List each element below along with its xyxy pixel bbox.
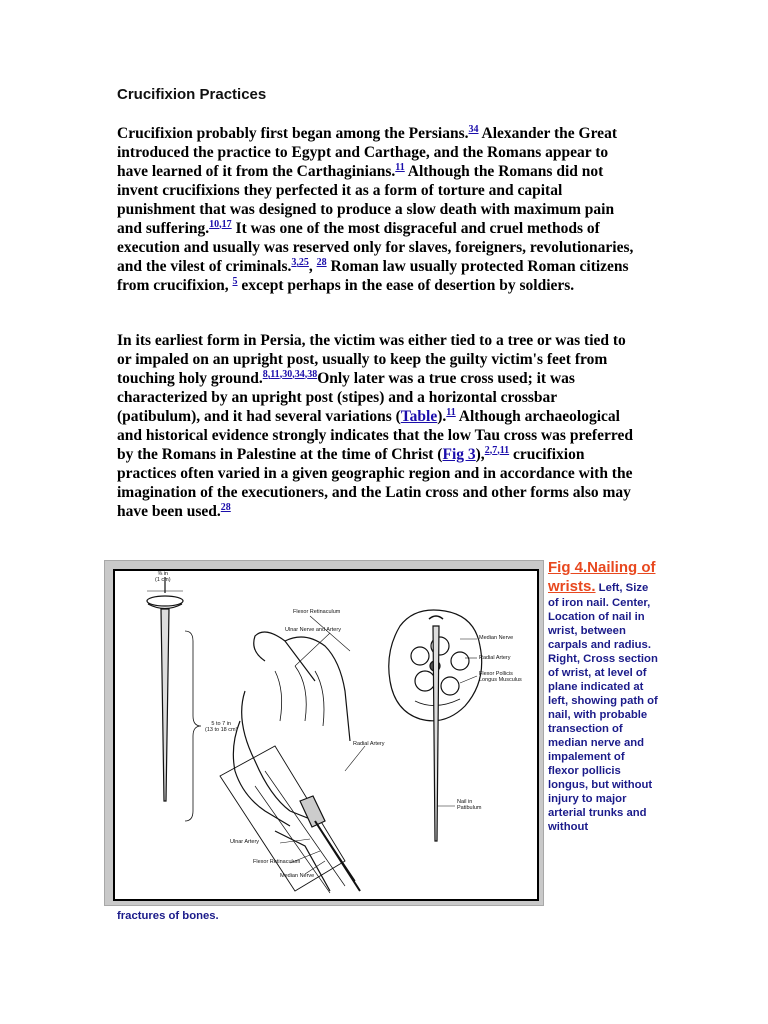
nail-shank (161, 609, 169, 801)
text: Only later was a true cross used; it was characterized by an upright post (stipes) and a horizontal crossbar (patibulum), and it had several variations ( (117, 370, 575, 425)
text: Although archaeological and historical evidence strongly indicates that the low Tau cross was preferred by the Romans in Palestine at the time of Christ ( (117, 408, 633, 463)
text: It was one of the most disgraceful and cruel methods of execution and usually was reserved only for slaves, foreigners, revolutionaries, and the vilest of criminals. (117, 220, 634, 275)
table-link[interactable]: Table (400, 408, 438, 425)
reference-link[interactable]: 28 (316, 256, 327, 268)
fig3-link[interactable]: Fig 3 (442, 446, 476, 463)
ref-separator: , (308, 258, 317, 275)
label-nail-length: 5 to 7 in (13 to 18 cm) (205, 721, 238, 733)
text: Crucifixion probably first began among the Persians. (117, 125, 469, 142)
reference-link[interactable]: 30 (282, 368, 293, 380)
text: crucifixion practices often varied in a given geographic region and in accordance with the imagination of the executioners, and the Latin cross and other forms also may have been used. (117, 446, 633, 520)
nail-in-wrist (300, 796, 325, 827)
label-flexor-pollicis: Flexor Pollicis Longus Musculus (479, 671, 522, 683)
reference-link[interactable]: 10 (209, 218, 220, 230)
figure-caption (548, 558, 658, 834)
reference-link[interactable]: 34 (468, 123, 479, 135)
reference-link[interactable]: 38 (307, 368, 318, 380)
caption-title: Fig 4.Nailing of wrists. (548, 559, 656, 595)
label-nail-in-patibulum: Nail in Patibulum (457, 799, 482, 811)
reference-link[interactable]: 8 (262, 368, 268, 380)
reference-link[interactable]: 11 (446, 406, 456, 418)
reference-link[interactable]: 28 (220, 501, 231, 513)
text: ). (437, 408, 447, 425)
text: Roman law usually protected Roman citizens from crucifixion, (117, 258, 629, 294)
nail-through-section (433, 626, 439, 841)
label-flexor-retinaculum-top: Flexor Retinaculum (293, 609, 341, 615)
paragraph-origins (117, 124, 637, 295)
caption-tail: fractures of bones. (117, 910, 219, 922)
nail-head (147, 596, 183, 606)
reference-link[interactable]: 2 (484, 444, 490, 456)
reference-link[interactable]: 7 (492, 444, 498, 456)
label-ulnar-artery: Ulnar Artery (230, 839, 260, 845)
reference-link[interactable]: 34 (294, 368, 305, 380)
ref-separator: , (296, 256, 299, 268)
reference-link[interactable]: 3 (291, 256, 297, 268)
reference-link[interactable]: 5 (232, 275, 238, 287)
caption-text: Left, Size of iron nail. Center, Location of nail in wrist, between carpals and radius. Right, Cross section of wrist, at level of plane indicated at left, showing path of nail, with probable transection of median nerve and impalement of flexor pollicis longus, but without injury to major arterial trunks and without (548, 582, 658, 833)
reference-link[interactable]: 11 (499, 444, 510, 456)
hand-fingers (285, 637, 350, 741)
hand-thumb (254, 632, 315, 681)
ref-separator: , (489, 444, 493, 456)
text: In its earliest form in Persia, the victim was either tied to a tree or was tied to or impaled on an upright post, usually to keep the guilty victim's feet from touching holy ground. (117, 332, 626, 387)
label-nail-width: ⅜ in (1 cm) (155, 571, 171, 583)
wrist-nailing-illustration (113, 569, 539, 901)
reference-link[interactable]: 25 (298, 256, 309, 268)
size-brace (185, 631, 201, 821)
label-flexor-retinaculum-bottom: Flexor Retinaculum (253, 859, 301, 865)
label-median-nerve-bottom: Median Nerve (280, 873, 315, 879)
ref-separator: , (292, 368, 295, 380)
text: ), (475, 446, 485, 463)
label-ulnar-nerve-artery: Ulnar Nerve and Artery (285, 627, 341, 633)
label-median-nerve-top: Median Nerve (479, 635, 514, 641)
reference-link[interactable]: 11 (395, 161, 405, 173)
ref-separator: , (279, 368, 283, 380)
figure-frame (104, 560, 544, 906)
text: except perhaps in the ease of desertion by soldiers. (237, 277, 575, 294)
paragraph-forms (117, 331, 637, 521)
reference-link[interactable]: 11 (270, 368, 280, 380)
ref-separator: , (219, 218, 222, 230)
ref-separator: , (267, 368, 271, 380)
text: Alexander the Great introduced the practice to Egypt and Carthage, and the Romans appear to have learned of it from the Carthaginians. (117, 125, 617, 180)
ref-separator: , (497, 444, 500, 456)
text: Although the Romans did not invent crucifixions they perfected it as a form of torture and capital punishment that was designed to produce a slow death with maximum pain and suffering. (117, 163, 615, 237)
illustration-drawing (115, 571, 537, 899)
reference-link[interactable]: 17 (221, 218, 232, 230)
label-radial-artery-mid: Radial Artery (353, 741, 385, 747)
page-title: Crucifixion Practices (117, 86, 267, 103)
label-radial-artery-right: Radial Artery (479, 655, 511, 661)
ref-separator: , (304, 368, 308, 380)
section-plane (220, 746, 345, 891)
